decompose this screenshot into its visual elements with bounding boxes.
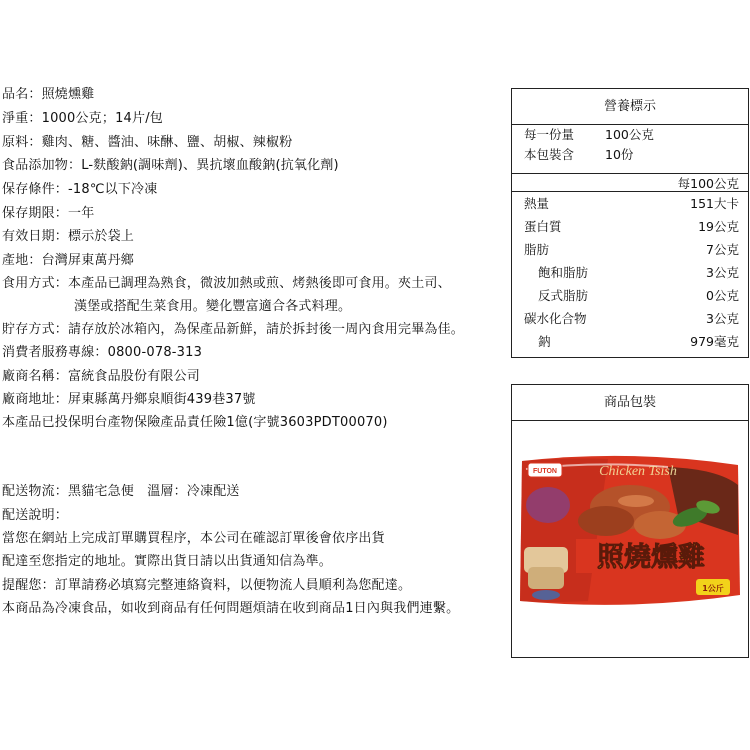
storage-method-line: 貯存方式：請存放於冰箱內，為保產品新鮮，請於拆封後一周內食用完畢為佳。 <box>2 322 465 337</box>
usage-line-continued: 漢堡或搭配生菜食用。變化豐富適合各式料理。 <box>74 299 352 314</box>
serving-size-row <box>512 125 748 145</box>
shelf-life-line: 保存期限：一年 <box>2 206 95 221</box>
meat-highlight <box>618 495 654 507</box>
nutrient-row-fat <box>512 238 748 261</box>
insurance-line: 本產品已投保明台產物保險產品責任險1億(字號3603PDT00070) <box>2 415 388 430</box>
nutrient-row-trans-fat <box>512 284 748 307</box>
nutrient-name: 反式脂肪 <box>538 288 589 303</box>
meat-piece <box>578 506 634 536</box>
food-slice <box>528 567 564 589</box>
nutrient-row-energy <box>512 192 748 215</box>
weight-badge-text: 1公斤 <box>702 584 724 593</box>
serving-size-label: 每一份量 <box>524 127 575 142</box>
package-panel <box>511 384 749 658</box>
product-name-line: 品名：照燒燻雞 <box>2 87 95 102</box>
frozen-notice-line: 本商品為冷凍食品，如收到商品有任何問題煩請在收到商品1日內與我們連繫。 <box>2 601 460 616</box>
nutrient-value: 7公克 <box>706 242 739 257</box>
nutrient-row-sodium <box>512 330 748 353</box>
nutrient-name: 蛋白質 <box>524 219 562 234</box>
expiry-line: 有效日期：標示於袋上 <box>2 229 135 244</box>
shipping-logistics-line: 配送物流：黑貓宅急便 溫層：冷凍配送 <box>2 484 240 499</box>
script-name-text: Chicken Tsish <box>599 464 677 479</box>
servings-value: 10份 <box>605 147 634 162</box>
manufacturer-address-line: 廠商地址：屏東縣萬丹鄉泉順街439巷37號 <box>2 392 256 407</box>
additives-line: 食品添加物：L-麩酸鈉(調味劑)、異抗壞血酸鈉(抗氧化劑) <box>2 158 339 173</box>
garnish-onion <box>526 487 570 523</box>
nutrient-value: 3公克 <box>706 311 739 326</box>
shipping-note-line-2: 配達至您指定的地址。實際出貨日請以出貨通知信為準。 <box>2 554 333 569</box>
storage-condition-line: 保存條件：-18℃以下冷凍 <box>2 182 158 197</box>
package-image <box>518 455 742 605</box>
servings-label: 本包裝含 <box>524 147 575 162</box>
nutrient-name: 鈉 <box>538 334 551 349</box>
product-title-text: 照燒燻雞 <box>597 542 705 573</box>
nutrient-value: 151大卡 <box>690 196 739 211</box>
brand-text: FUTON <box>533 468 557 475</box>
serving-size-value: 100公克 <box>605 127 654 142</box>
shipping-note-heading: 配送說明： <box>2 508 69 523</box>
nutrient-row-saturated-fat <box>512 261 748 284</box>
serving-info <box>512 125 748 173</box>
nutrient-name: 脂肪 <box>524 242 550 257</box>
shipping-note-line-1: 當您在網站上完成訂單購買程序，本公司在確認訂單後會依序出貨 <box>2 531 385 546</box>
shipping-reminder-line: 提醒您：訂單請務必填寫完整連絡資料，以便物流人員順利為您配達。 <box>2 578 412 593</box>
nutrient-row-carbohydrate <box>512 307 748 330</box>
service-hotline-line: 消費者服務專線：0800-078-313 <box>2 345 203 360</box>
usage-line: 食用方式：本產品已調理為熟食，微波加熱或煎、烤熱後即可食用。夾土司、 <box>2 276 451 291</box>
nutrient-value: 19公克 <box>698 219 739 234</box>
nutrient-name: 飽和脂肪 <box>538 265 589 280</box>
nutrient-name: 熱量 <box>524 196 550 211</box>
nutrient-name: 碳水化合物 <box>524 311 587 326</box>
package-title: 商品包裝 <box>512 385 748 421</box>
nutrient-value: 979毫克 <box>690 334 739 349</box>
per-100g-header: 每100公克 <box>512 173 748 192</box>
nutrition-table <box>511 88 749 358</box>
nutrient-row-protein <box>512 215 748 238</box>
ingredients-line: 原料：雞肉、糖、醬油、味醂、鹽、胡椒、辣椒粉 <box>2 135 293 150</box>
servings-per-package-row <box>512 145 748 165</box>
nutrient-value: 3公克 <box>706 265 739 280</box>
origin-line: 產地：台灣屏東萬丹鄉 <box>2 253 135 268</box>
nutrient-value: 0公克 <box>706 288 739 303</box>
net-weight-line: 淨重：1000公克；14片/包 <box>2 111 164 126</box>
manufacturer-name-line: 廠商名稱：富統食品股份有限公司 <box>2 369 201 384</box>
nutrition-title: 營養標示 <box>512 89 748 125</box>
bottom-logo <box>532 590 560 600</box>
